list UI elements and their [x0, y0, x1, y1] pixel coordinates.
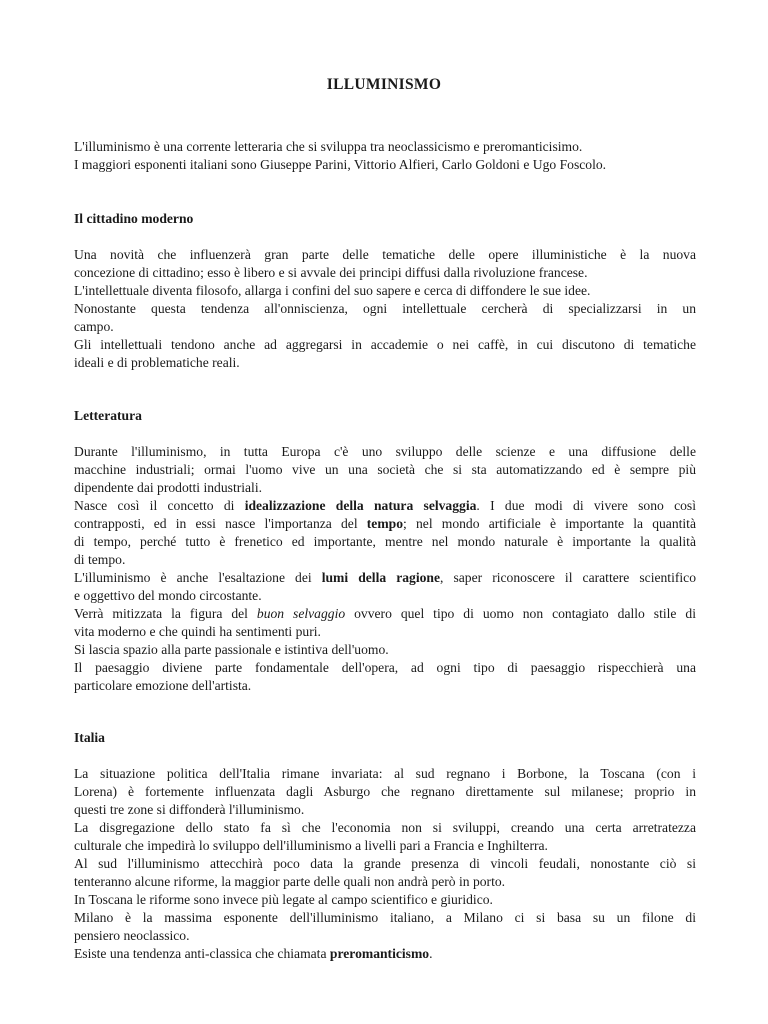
document-title: ILLUMINISMO — [326, 76, 442, 93]
paragraph-line: culturale che impedirà lo sviluppo dell'illuminismo a livelli pari a Francia e Inghilterra. — [74, 838, 548, 853]
paragraph-line: macchine industriali; ormai l'uomo vive un una società che si sta automatizzando ed è sempre più — [74, 462, 696, 477]
paragraph-line: Esiste una tendenza anti-classica che chiamata preromanticismo. — [74, 946, 433, 961]
paragraph-line: La disgregazione dello stato fa sì che l'economia non si sviluppi, creando una certa arretratezza — [74, 820, 696, 835]
paragraph-line: particolare emozione dell'artista. — [74, 678, 252, 693]
paragraph-line: questi tre zone si diffonderà l'illuminismo. — [74, 802, 305, 817]
section-heading-cittadino: Il cittadino moderno — [74, 211, 194, 226]
section-heading-letteratura: Letteratura — [74, 408, 142, 423]
paragraph-line: Milano è la massima esponente dell'illuminismo italiano, a Milano ci si basa su un filone di — [74, 910, 696, 925]
paragraph-line: L'illuminismo è anche l'esaltazione dei lumi della ragione, saper riconoscere il carattere scientifico — [74, 570, 696, 585]
paragraph-line: Nonostante questa tendenza all'onniscienza, ogni intellettuale cercherà di specializzarsi in un — [74, 301, 696, 316]
paragraph-line: contrapposti, ed in essi nasce l'importanza del tempo; nel mondo artificiale è importante la quantità — [74, 516, 696, 531]
paragraph-line: In Toscana le riforme sono invece più legate al campo scientifico e giuridico. — [74, 892, 493, 907]
bold-term: tempo — [366, 516, 404, 531]
paragraph-line: di tempo. — [74, 552, 126, 567]
paragraph-line: dipendente dai prodotti industriali. — [74, 480, 263, 495]
italic-term: buon selvaggio — [256, 606, 346, 621]
bold-term: lumi della ragione — [321, 570, 441, 585]
paragraph-line: campo. — [74, 319, 114, 334]
paragraph-line: Nasce così il concetto di idealizzazione della natura selvaggia. I due modi di vivere sono così — [74, 498, 696, 513]
paragraph-line: Durante l'illuminismo, in tutta Europa c'è uno sviluppo delle scienze e una diffusione delle — [74, 444, 696, 459]
paragraph-line: Lorena) è fortemente influenzata dagli Asburgo che regnano direttamente sul milanese; proprio in — [74, 784, 696, 799]
paragraph-line: di tempo, perché tutto è frenetico ed importante, mentre nel mondo naturale è importante la qualità — [74, 534, 696, 549]
paragraph-line: tenteranno alcune riforme, la maggior parte delle quali non andrà però in porto. — [74, 874, 506, 889]
paragraph-line: pensiero neoclassico. — [74, 928, 190, 943]
paragraph-line: La situazione politica dell'Italia rimane invariata: al sud regnano i Borbone, la Toscana (con i — [74, 766, 696, 781]
paragraph-line: Il paesaggio diviene parte fondamentale dell'opera, ad ogni tipo di paesaggio rispecchierà una — [74, 660, 696, 675]
paragraph-line: Si lascia spazio alla parte passionale e istintiva dell'uomo. — [74, 642, 389, 657]
paragraph-line: L'intellettuale diventa filosofo, allarga i confini del suo sapere e cerca di diffondere le sue idee. — [74, 283, 591, 298]
intro-line: L'illuminismo è una corrente letteraria che si sviluppa tra neoclassicismo e preromanticisimo. — [74, 139, 583, 154]
bold-term: preromanticismo — [329, 946, 430, 961]
paragraph-line: Gli intellettuali tendono anche ad aggregarsi in accademie o nei caffè, in cui discutono di tematiche — [74, 337, 696, 352]
paragraph-line: Al sud l'illuminismo attecchirà poco data la grande presenza di vincoli feudali, nonostante ciò si — [74, 856, 696, 871]
section-heading-italia: Italia — [74, 730, 105, 745]
paragraph-line: concezione di cittadino; esso è libero e si avvale dei principi diffusi dalla rivoluzione francese. — [74, 265, 588, 280]
paragraph-line: Verrà mitizzata la figura del buon selvaggio ovvero quel tipo di uomo non contagiato dallo stile di — [74, 606, 696, 621]
intro-line: I maggiori esponenti italiani sono Giuseppe Parini, Vittorio Alfieri, Carlo Goldoni e Ugo Foscolo. — [74, 157, 607, 172]
paragraph-line: e oggettivo del mondo circostante. — [74, 588, 262, 603]
bold-term: idealizzazione della natura selvaggia — [244, 498, 477, 513]
paragraph-line: vita moderno e che quindi ha sentimenti puri. — [74, 624, 321, 639]
paragraph-line: Una novità che influenzerà gran parte delle tematiche delle opere illuministiche è la nuova — [74, 247, 696, 262]
paragraph-line: ideali e di problematiche reali. — [74, 355, 240, 370]
